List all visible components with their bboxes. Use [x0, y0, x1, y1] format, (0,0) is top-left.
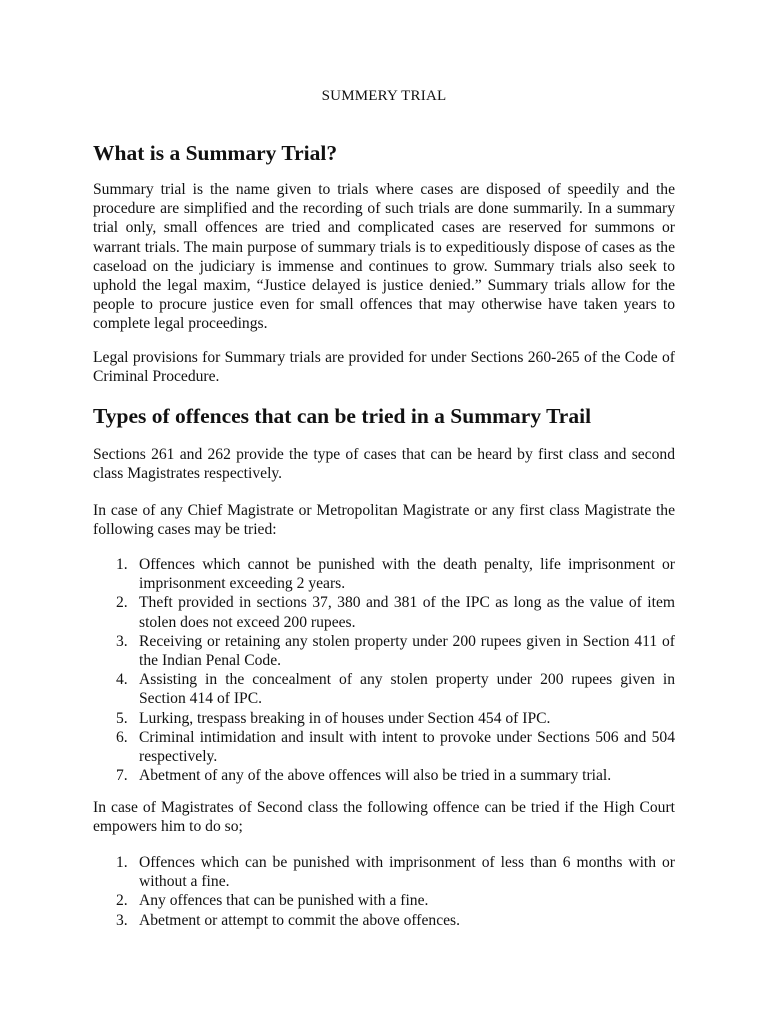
- list-item-number: 1.: [116, 556, 128, 573]
- list-item: [93, 766, 675, 785]
- paragraph-first-class-magistrate: In case of any Chief Magistrate or Metropolitan Magistrate or any first class Magistrate the following cases may be tried:: [93, 502, 675, 539]
- list-item-number: 1.: [116, 854, 128, 871]
- list-item: [93, 911, 675, 930]
- list-item: [93, 670, 675, 708]
- paragraph-second-class-magistrate: In case of Magistrates of Second class the following offence can be tried if the High Court empowers him to do so;: [93, 799, 675, 836]
- list-item-text: Offences which cannot be punished with the death penalty, life imprisonment or imprisonment exceeding 2 years.: [139, 556, 675, 593]
- paragraph-sections-261-262: Sections 261 and 262 provide the type of cases that can be heard by first class and second class Magistrates respectively.: [93, 446, 675, 483]
- list-item-text: Offences which can be punished with imprisonment of less than 6 months with or without a fine.: [139, 854, 675, 891]
- section-heading-what-is-summary-trial: What is a Summary Trial?: [93, 141, 338, 165]
- list-item: [93, 555, 675, 593]
- list-item-number: 3.: [116, 911, 128, 929]
- list-item-number: 5.: [116, 709, 128, 727]
- list-item-text: Lurking, trespass breaking in of houses under Section 454 of IPC.: [139, 709, 551, 727]
- document-header: SUMMERY TRIAL: [321, 88, 447, 104]
- list-item-text: Criminal intimidation and insult with intent to provoke under Sections 506 and 504 respectively.: [139, 728, 675, 766]
- paragraph-summary-trial-definition: Summary trial is the name given to trials where cases are disposed of speedily and the procedure are simplified and the recording of such trials are done summarily. In a summary trial only, small offences are tried and complicated cases are reserved for summons or warrant trials. The main purpose of summary trials is to expeditiously dispose of cases as the caseload on the judiciary is immense and continues to grow. Summary trials also seek to uphold the legal maxim, “Justice delayed is justice denied.” Summary trials allow for the people to procure justice even for small offences that may otherwise have taken years to complete legal proceedings.: [93, 181, 675, 333]
- list-item-text: Receiving or retaining any stolen property under 200 rupees given in Section 411 of the Indian Penal Code.: [139, 632, 675, 670]
- list-item-number: 2.: [116, 594, 128, 612]
- list-item-text: Abetment of any of the above offences will also be tried in a summary trial.: [139, 767, 612, 785]
- list-item-text: Theft provided in sections 37, 380 and 381 of the IPC as long as the value of item stolen does not exceed 200 rupees.: [139, 594, 675, 631]
- list-item: [93, 593, 675, 631]
- first-class-offences-list: [93, 555, 675, 785]
- list-item-number: 7.: [116, 767, 128, 785]
- section-heading-types-of-offences: Types of offences that can be tried in a Summary Trail: [93, 404, 592, 428]
- list-item-number: 2.: [116, 892, 128, 910]
- list-item-text: Any offences that can be punished with a fine.: [139, 892, 429, 910]
- paragraph-legal-provisions: Legal provisions for Summary trials are provided for under Sections 260-265 of the Code of Criminal Procedure.: [93, 349, 675, 386]
- list-item-number: 4.: [116, 671, 128, 689]
- list-item: [93, 853, 675, 891]
- list-item: [93, 632, 675, 670]
- list-item-text: Assisting in the concealment of any stolen property under 200 rupees given in Section 414 of IPC.: [139, 671, 675, 708]
- list-item-text: Abetment or attempt to commit the above offences.: [139, 911, 461, 929]
- list-item: [93, 709, 675, 728]
- list-item: [93, 728, 675, 766]
- list-item-number: 3.: [116, 632, 128, 650]
- list-item-number: 6.: [116, 728, 128, 746]
- second-class-offences-list: [93, 853, 675, 930]
- list-item: [93, 891, 675, 910]
